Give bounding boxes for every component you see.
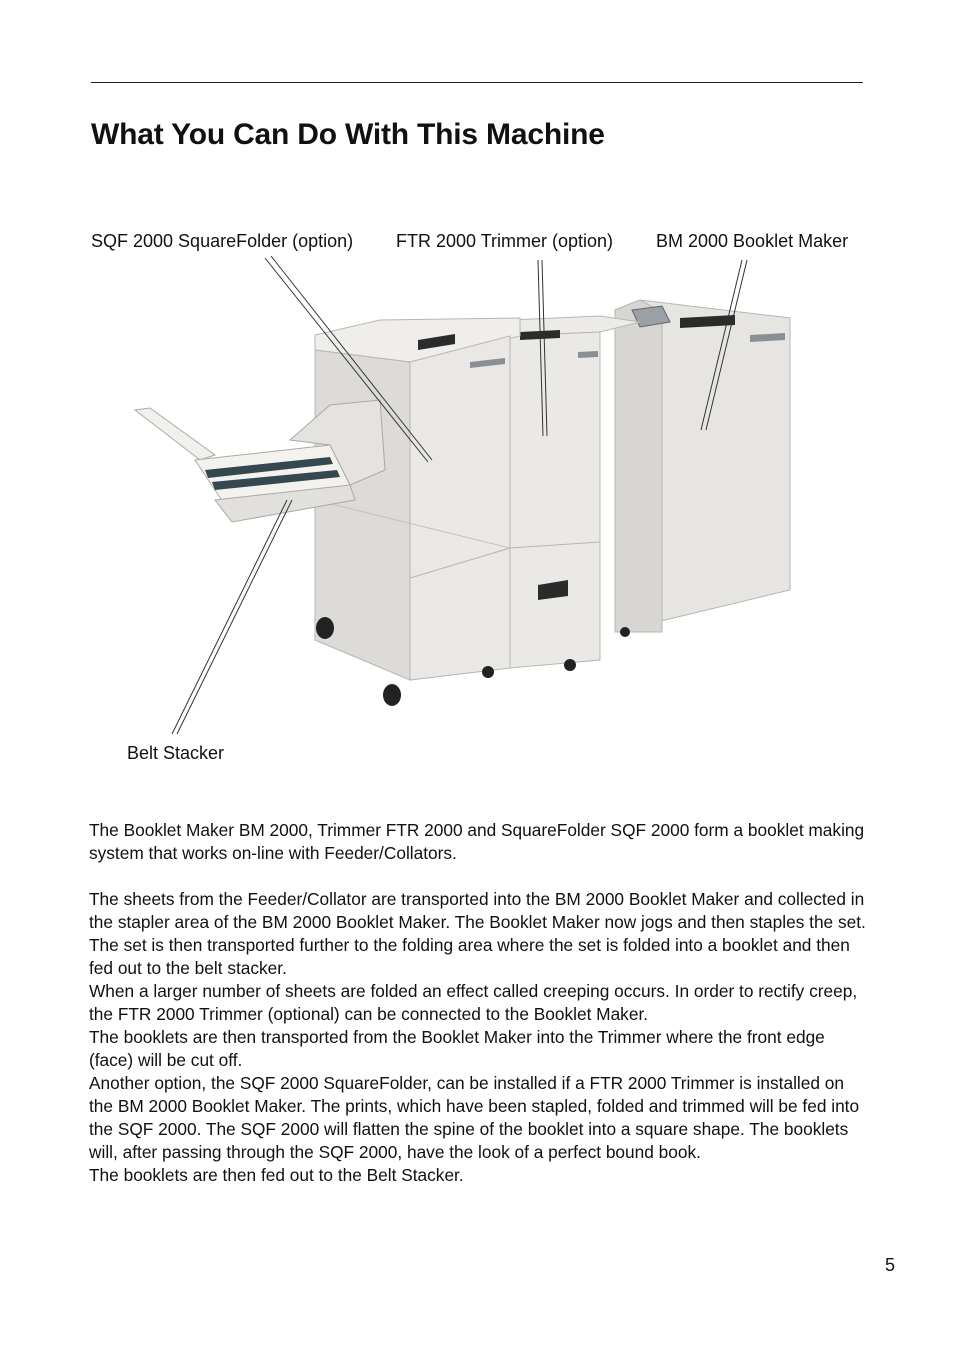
page-title: What You Can Do With This Machine	[91, 118, 605, 151]
body-text	[89, 819, 869, 1187]
page-number: 5	[885, 1255, 896, 1275]
paragraph: The booklets are then transported from the Booklet Maker into the Trimmer where the front edge (face) will be cut off.	[89, 1027, 825, 1070]
paragraph: Another option, the SQF 2000 SquareFolder, can be installed if a FTR 2000 Trimmer is installed on the BM 2000 Booklet Maker. The prints, which have been stapled, folded and trimmed will be fed into the SQF 2000. The SQF 2000 will flatten the spine of the booklet into a square shape. The booklets will, after passing through the SQF 2000, have the look of a perfect bound book.	[89, 1073, 860, 1162]
paragraph: The booklets are then fed out to the Belt Stacker.	[89, 1165, 464, 1185]
paragraph: The sheets from the Feeder/Collator are transported into the BM 2000 Booklet Maker and collected in the stapler area of the BM 2000 Booklet Maker. The Booklet Maker now jogs and then staples the set. The set is then transported further to the folding area where the set is folded into a booklet and then fed out to the belt stacker.	[89, 889, 866, 978]
callout-sqf-squarefolder: SQF 2000 SquareFolder (option)	[91, 231, 354, 251]
callout-belt-stacker: Belt Stacker	[127, 743, 225, 763]
paragraph: The Booklet Maker BM 2000, Trimmer FTR 2000 and SquareFolder SQF 2000 form a booklet making system that works on-line with Feeder/Collators.	[89, 820, 865, 863]
callout-ftr-trimmer: FTR 2000 Trimmer (option)	[396, 231, 614, 251]
paragraph: When a larger number of sheets are folded an effect called creeping occurs. In order to rectify creep, the FTR 2000 Trimmer (optional) can be connected to the Booklet Maker.	[89, 981, 858, 1024]
callout-bm-booklet-maker: BM 2000 Booklet Maker	[656, 231, 849, 251]
booklet-maker-unit	[615, 300, 790, 632]
